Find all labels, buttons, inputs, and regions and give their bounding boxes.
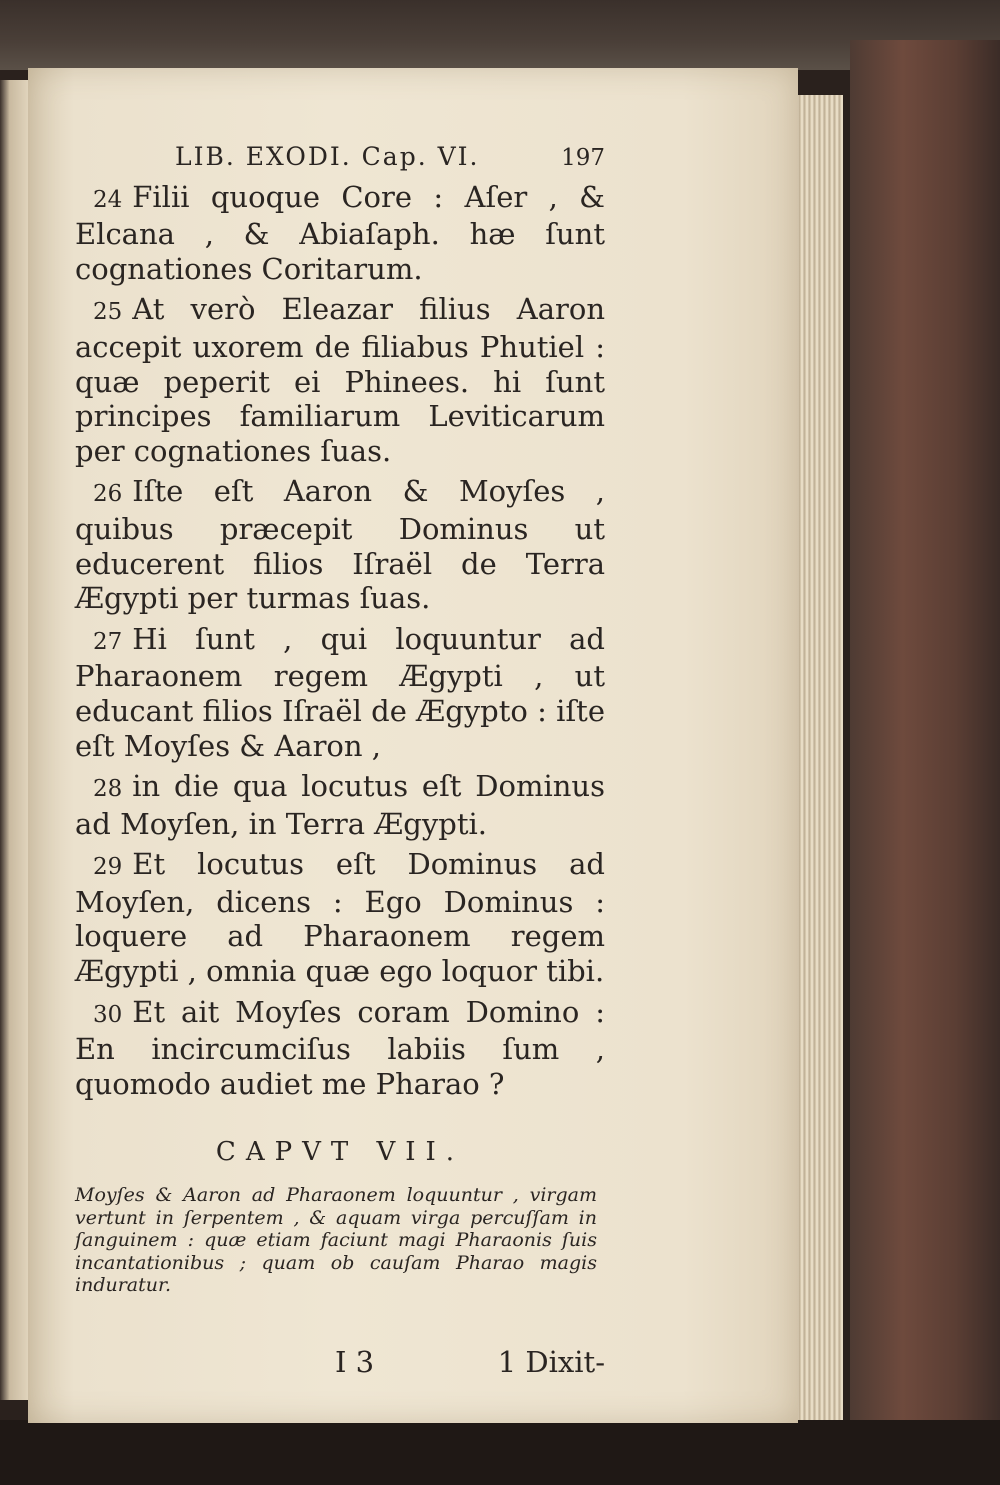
verse-30 xyxy=(75,995,605,1102)
verse-28 xyxy=(75,769,605,841)
verse-27 xyxy=(75,622,605,763)
book-bottom-background xyxy=(0,1420,1000,1485)
verse-text: Iſte eſt Aaron & Moyſes , quibus præcepit Dominus ut educerent filios Iſraël de Terra Ægypti per turmas ſuas. xyxy=(75,474,605,616)
page-number: 197 xyxy=(561,145,605,171)
verse-26 xyxy=(75,474,605,615)
chapter-title: CAPVT VII. xyxy=(215,1137,465,1168)
verse-number: 27 xyxy=(93,628,123,655)
book-cover-edge xyxy=(850,40,1000,1485)
verse-text: Hi ſunt , qui loquuntur ad Pharaonem regem Ægypti , ut educant filios Iſraël de Ægypto : iſte eſt Moyſes & Aaron , xyxy=(75,621,605,763)
verse-text: Et locutus eſt Dominus ad Moyſen, dicens : Ego Dominus : loquere ad Pharaonem regem Ægypti , omnia quæ ego loquor tibi. xyxy=(75,847,605,989)
page-footer xyxy=(75,1345,605,1380)
verse-number: 30 xyxy=(93,1001,123,1028)
verse-number: 26 xyxy=(93,481,123,508)
verse-number: 24 xyxy=(93,186,123,213)
running-head-title: LIB. EXODI. Cap. VI. xyxy=(175,142,480,171)
running-head xyxy=(75,140,605,176)
catchword: 1 Dixit- xyxy=(497,1344,605,1379)
verse-25 xyxy=(75,292,605,468)
verse-number: 29 xyxy=(93,854,123,881)
verse-text: Filii quoque Core : Aſer , & Elcana , & Abiaſaph. hæ ſunt cognationes Coritarum. xyxy=(75,179,605,286)
verse-number: 28 xyxy=(93,776,123,803)
signature-mark: I 3 xyxy=(335,1344,375,1379)
verse-24 xyxy=(75,180,605,287)
page-text-block xyxy=(75,140,605,1379)
verse-text: Et ait Moyſes coram Domino : En incircumciſus labiis ſum , quomodo audiet me Pharao ? xyxy=(75,994,605,1101)
verse-text: in die qua locutus eſt Dominus ad Moyſen, in Terra Ægypti. xyxy=(75,769,605,841)
verse-29 xyxy=(75,847,605,988)
verse-number: 25 xyxy=(93,299,123,326)
verse-text: At verò Eleazar filius Aaron accepit uxorem de filiabus Phutiel : quæ peperit ei Phinees. hi ſunt principes familiarum Leviticarum per cognationes ſuas. xyxy=(75,292,605,468)
chapter-summary: Moyſes & Aaron ad Pharaonem loquuntur , virgam vertunt in ſerpentem , & aquam virga percuſſam in ſanguinem : quæ etiam faciunt magi Pharaonis ſuis incantationibus ; quam ob cauſam Pharao magis induratur. xyxy=(75,1184,597,1297)
